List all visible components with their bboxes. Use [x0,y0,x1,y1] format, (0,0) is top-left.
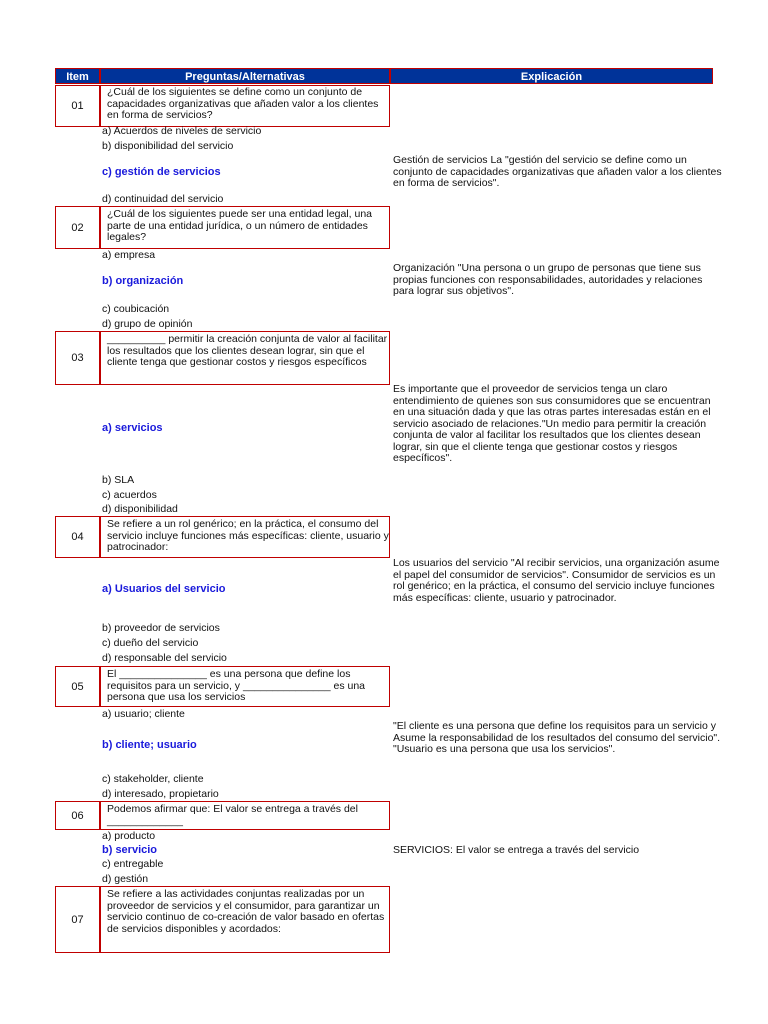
explanation-text: Organización "Una persona o un grupo de personas que tiene sus propias funciones con responsabilidades, autoridades y relaciones para lograr sus objetivos". [393,262,703,297]
option-a: a) empresa [102,249,156,261]
explanation-text: Gestión de servicios La "gestión del servicio se define como un conjunto de capacidades organizativas que añaden valor a los clientes en forma de servicios". [393,154,722,189]
option-correct: b) servicio [102,844,158,856]
explanation-text: SERVICIOS: El valor se entrega a través del servicio [393,844,640,856]
question-text: Podemos afirmar que: El valor se entrega a través del _____________ [100,801,390,830]
option-a: a) producto [102,830,156,842]
option-c: c) coubicación [102,303,170,315]
option-a: a) Acuerdos de niveles de servicio [102,125,262,137]
question-text: Se refiere a las actividades conjuntas realizadas por un proveedor de servicios y el consumidor, para garantizar un servicio continuo de co-creación de valor basado en ofertas de servicios disponibles y acordados: [100,886,390,953]
question-text: __________ permitir la creación conjunta de valor al facilitar los resultados que los clientes desean lograr, sin que el cliente tenga que gestionar costos y riesgos específicos [100,331,390,385]
item-number: 02 [55,206,100,249]
option-a: a) usuario; cliente [102,708,185,720]
header-explanation: Explicación [390,68,713,84]
option-correct: c) gestión de servicios [102,166,221,178]
option-d: d) continuidad del servicio [102,193,224,205]
item-number: 07 [55,886,100,953]
option-c: c) stakeholder, cliente [102,773,204,785]
option-b: b) disponibilidad del servicio [102,140,234,152]
option-c: c) dueño del servicio [102,637,199,649]
item-number: 05 [55,666,100,707]
item-number: 03 [55,331,100,385]
explanation-text: "El cliente es una persona que define los requisitos para un servicio y Asume la responsabilidad de los resultados del consumo del servicio". "Usuario es una persona que usa los servicios". [393,720,721,755]
question-text: Se refiere a un rol genérico; en la práctica, el consumo del servicio incluye funciones más específicas: cliente, usuario y patrocinador: [100,516,390,558]
option-b: b) SLA [102,474,135,486]
option-correct: b) cliente; usuario [102,739,197,751]
explanation-text: Es importante que el proveedor de servicios tenga un claro entendimiento de quienes son sus consumidores que se encuentran en una situación dada y que las otras partes interesadas están en el servicio asociado de relaciones."Un medio para permitir la creación conjunta de valor al facilitar los resultados que los clientes desean lograr, sin que el cliente tenga que gestionar costos y riesgos específicos". [393,383,711,464]
option-d: d) gestión [102,873,149,885]
explanation-text: Los usuarios del servicio "Al recibir servicios, una organización asume el papel del consumidor de servicios". Consumidor de servicios es un rol genérico; en la práctica, el consumo del servicio incluye funciones más específicas: cliente, usuario y patrocinador. [393,557,720,604]
item-number: 06 [55,801,100,830]
question-text: ¿Cuál de los siguientes se define como un conjunto de capacidades organizativas que añaden valor a los clientes en forma de servicios? [100,85,390,127]
question-text: ¿Cuál de los siguientes puede ser una entidad legal, una parte de una entidad jurídica, o un número de entidades legales? [100,206,390,249]
option-d: d) grupo de opinión [102,318,193,330]
question-text: El _______________ es una persona que define los requisitos para un servicio, y _______________ es una persona que usa los servicios [100,666,390,707]
item-number: 04 [55,516,100,558]
item-number: 01 [55,85,100,127]
option-d: d) disponibilidad [102,503,178,515]
option-correct: b) organización [102,275,184,287]
option-correct: a) servicios [102,422,163,434]
option-b: b) proveedor de servicios [102,622,220,634]
option-d: d) responsable del servicio [102,652,227,664]
header-questions: Preguntas/Alternativas [100,68,390,84]
option-correct: a) Usuarios del servicio [102,583,226,595]
option-d: d) interesado, propietario [102,788,219,800]
option-c: c) entregable [102,858,164,870]
option-c: c) acuerdos [102,489,157,501]
header-item: Item [55,68,100,84]
